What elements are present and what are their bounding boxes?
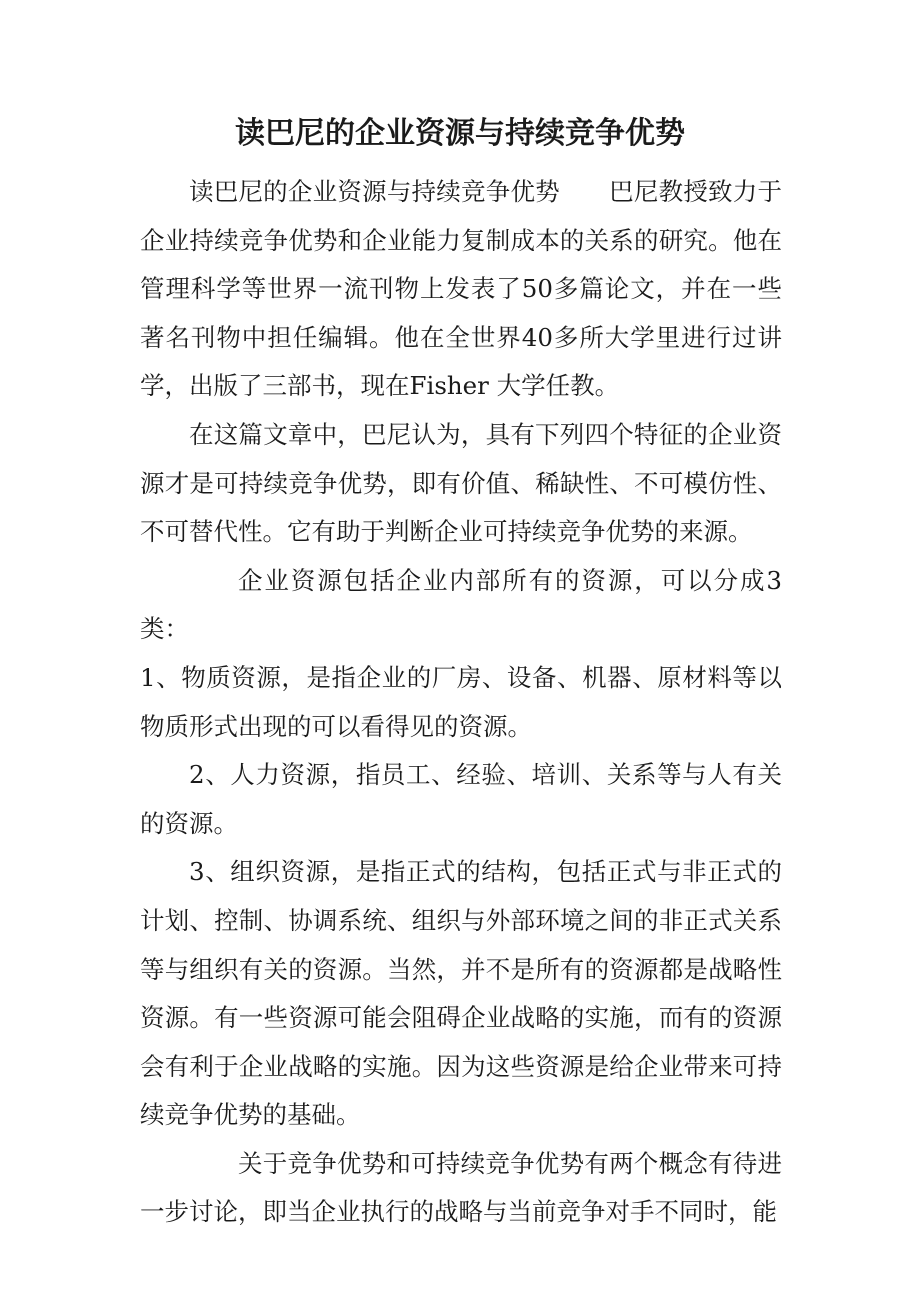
document-body [140, 168, 782, 1237]
paragraph-competitive-advantage: 关于竞争优势和可持续竞争优势有两个概念有待进一步讨论，即当企业执行的战略与当前竞争对手不同时，能 [140, 1148, 782, 1227]
paragraph-intro [140, 168, 782, 411]
document-title: 读巴尼的企业资源与持续竞争优势 [235, 116, 685, 151]
paragraph-human-resources: 2、人力资源，指员工、经验、培训、关系等与人有关的资源。 [140, 760, 782, 838]
paragraph-resource-types: 企业资源包括企业内部所有的资源，可以分成3类： [140, 565, 782, 644]
paragraph-physical-resources: 1、物质资源，是指企业的厂房、设备、机器、原材料等以物质形式出现的可以看得见的资源。 [140, 662, 782, 741]
paragraph-four-features: 在这篇文章中，巴尼认为，具有下列四个特征的企业资源才是可持续竞争优势，即有价值、稀缺性、不可模仿性、不可替代性。它有助于判断企业可持续竞争优势的来源。 [140, 419, 782, 547]
paragraph-organizational-resources: 3、组织资源，是指正式的结构，包括正式与非正式的计划、控制、协调系统、组织与外部环境之间的非正式关系等与组织有关的资源。当然，并不是所有的资源都是战略性资源。有一些资源可能会阻碍企业战略的实施，而有的资源会有利于企业战略的实施。因为这些资源是给企业带来可持续竞争优势的基础。 [140, 857, 782, 1130]
paragraph-text: 巴尼教授致力于企业持续竞争优势和企业能力复制成本的关系的研究。他在管理科学等世界一流刊物上发表了50多篇论文，并在一些著名刊物中担任编辑。他在全世界40多所大学里进行过讲学，出版了三部书，现在Fisher 大学任教。 [140, 177, 783, 401]
paragraph-lead: 读巴尼的企业资源与持续竞争优势 [189, 177, 560, 206]
